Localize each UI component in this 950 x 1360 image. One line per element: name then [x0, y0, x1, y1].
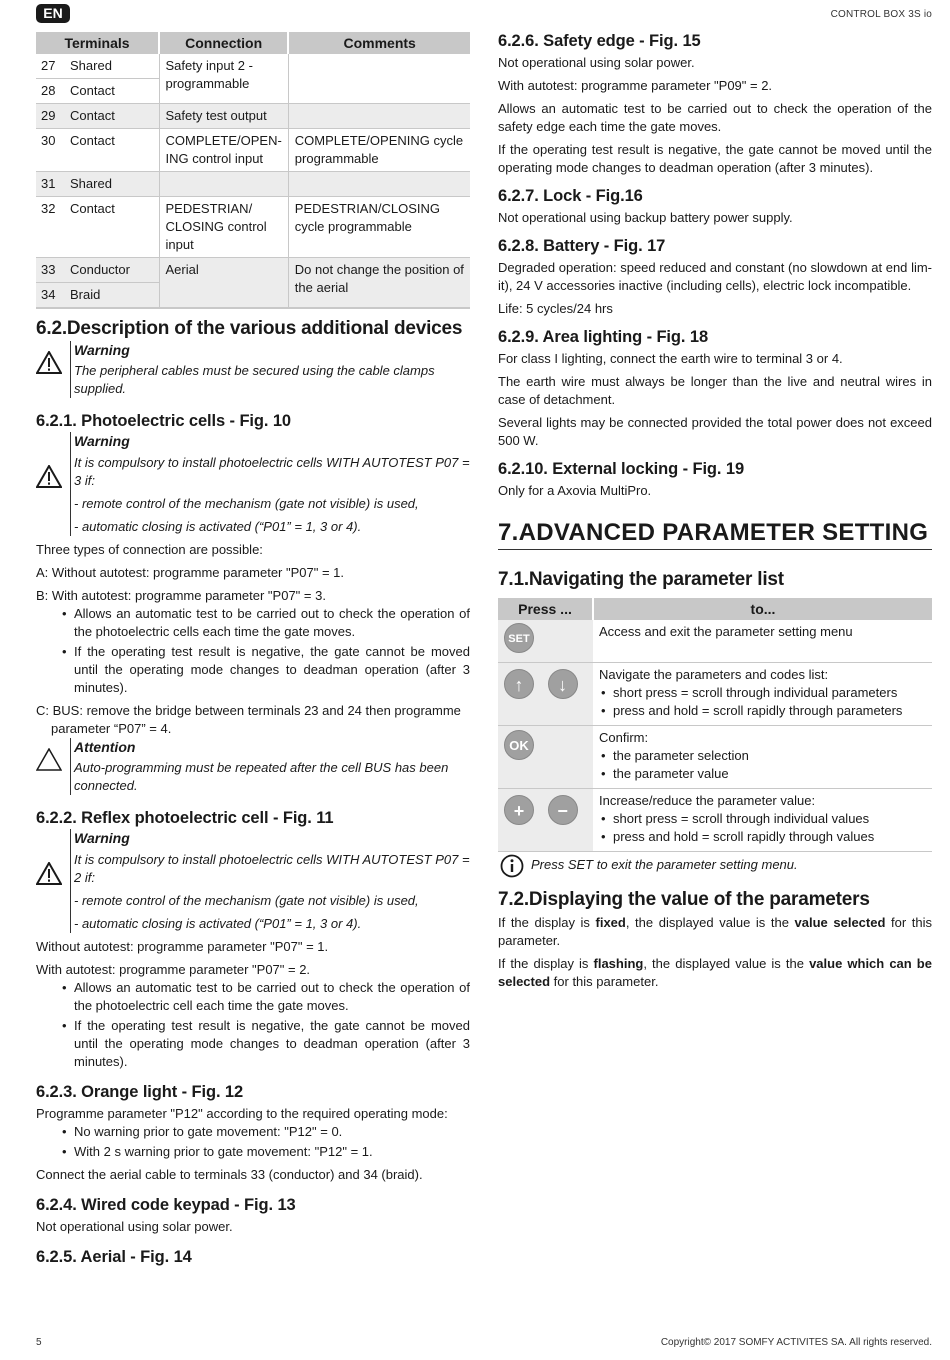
th-press: Press ... — [498, 598, 593, 620]
section-heading: 6.2.7. Lock - Fig.16 — [498, 187, 643, 205]
paragraph: If the operating test result is negative, the gate cannot be moved until the operating mode changes to deadman operation (after 3 minutes). — [498, 142, 932, 175]
terminal-comment — [288, 54, 470, 104]
terminal-number: 30 — [36, 129, 64, 172]
section-heading: 6.2.5. Aerial - Fig. 14 — [36, 1248, 192, 1266]
table-row — [36, 197, 470, 258]
info-text: Press SET to exit the parameter setting menu. — [531, 856, 798, 872]
terminal-number: 33 — [36, 258, 64, 283]
plus-icon: + — [504, 795, 534, 825]
warning-text: - remote control of the mechanism (gate not visible) is used, — [74, 893, 419, 908]
section-heading: 6.2.10. External locking - Fig. 19 — [498, 460, 745, 478]
arrow-up-icon: ↑ — [504, 669, 534, 699]
terminal-comment: Do not change the position of the aerial — [288, 258, 470, 309]
copyright: Copyright© 2017 SOMFY ACTIVITES SA. All rights reserved. — [660, 1337, 932, 1348]
terminal-number: 28 — [36, 79, 64, 104]
paragraph: If the display is flashing, the displayed value is the value which can be selected for this parameter. — [498, 955, 932, 989]
list-item: • No warning prior to gate movement: "P12" = 0. — [74, 1123, 470, 1141]
warning-triangle-icon — [36, 351, 62, 374]
terminals-table — [36, 32, 470, 309]
terminal-comment — [288, 104, 470, 129]
terminal-comment: COMPLETE/OPENING cycle programmable — [288, 129, 470, 172]
paragraph: Three types of connection are possible: — [36, 542, 263, 557]
warning-title: Warning — [74, 433, 130, 449]
document-title: CONTROL BOX 3S io — [830, 9, 932, 20]
chapter-heading: 7.ADVANCED PARAMETER SETTING — [498, 518, 932, 550]
warning-text: The peripheral cables must be secured using the cable clamps supplied. — [74, 363, 435, 396]
list-item: • Allows an automatic test to be carried out to check the operation of the photoelectric cells each time the gate moves. — [74, 605, 470, 641]
warning-box — [36, 829, 470, 933]
terminal-number: 27 — [41, 58, 56, 73]
terminal-name: Contact — [64, 104, 159, 129]
language-badge: EN — [36, 4, 70, 23]
right-column — [498, 30, 932, 991]
warning-text: - remote control of the mechanism (gate not visible) is used, — [74, 496, 419, 511]
table-row — [498, 620, 932, 662]
terminal-number: 29 — [36, 104, 64, 129]
list-item: • the parameter value — [613, 765, 926, 783]
list-item: • If the operating test result is negative, the gate cannot be moved until the operating mode changes to deadman operation (after 3 minutes). — [74, 1017, 470, 1071]
arrow-down-icon: ↓ — [548, 669, 578, 699]
section-heading: 6.2.2. Reflex photoelectric cell - Fig. 11 — [36, 809, 334, 827]
section-heading: 6.2.9. Area lighting - Fig. 18 — [498, 328, 709, 346]
terminal-comment: PEDESTRIAN/CLOSING cycle programmable — [288, 197, 470, 258]
terminal-name: Shared — [70, 58, 112, 73]
table-row — [36, 54, 470, 79]
table-row — [498, 725, 932, 788]
list-item: • Allows an automatic test to be carried out to check the operation of the photoelectric cell each time the gate moves. — [74, 979, 470, 1015]
button-functions-table — [498, 598, 932, 852]
list-item: • press and hold = scroll rapidly through parameters — [613, 702, 926, 720]
terminal-name: Shared — [64, 172, 159, 197]
table-row — [498, 788, 932, 851]
table-row — [36, 104, 470, 129]
paragraph: Life: 5 cycles/24 hrs — [498, 301, 613, 316]
paragraph: If the display is fixed, the displayed value is the value selected for this parameter. — [498, 914, 933, 948]
paragraph: Several lights may be connected provided the total power does not exceed 500 W. — [498, 415, 932, 448]
warning-triangle-icon — [36, 465, 62, 488]
terminal-name: Contact — [64, 197, 159, 258]
terminal-connection: PEDESTRIAN/ CLOSING control input — [159, 197, 288, 258]
terminal-number: 32 — [36, 197, 64, 258]
attention-text: Auto-programming must be repeated after the cell BUS has been connected. — [74, 760, 449, 793]
paragraph: Only for a Axovia MultiPro. — [498, 483, 652, 498]
left-column — [36, 32, 470, 1268]
paragraph: Degraded operation: speed reduced and constant (no slowdown at end lim-it), 24 V accessories inactive (including cells), electric lock incompatible. — [498, 260, 932, 293]
list-item: • If the operating test result is negative, the gate cannot be moved until the operating mode changes to deadman operation (after 3 minutes). — [74, 643, 470, 697]
terminal-comment — [288, 172, 470, 197]
page-number: 5 — [36, 1337, 42, 1348]
paragraph: Connect the aerial cable to terminals 33 (conductor) and 34 (braid). — [36, 1167, 423, 1182]
paragraph: For class I lighting, connect the earth wire to terminal 3 or 4. — [498, 351, 843, 366]
table-row — [36, 129, 470, 172]
warning-title: Warning — [74, 342, 130, 358]
terminal-number: 31 — [36, 172, 64, 197]
paragraph: The earth wire must always be longer than the live and neutral wires in case of detachment. — [498, 374, 932, 407]
terminal-name: Conductor — [64, 258, 159, 283]
section-heading: 6.2.8. Battery - Fig. 17 — [498, 237, 666, 255]
list-item: • press and hold = scroll rapidly through values — [613, 828, 926, 846]
paragraph: Allows an automatic test to be carried out to check the operation of the safety edge each time the gate moves. — [498, 101, 932, 134]
bullet-list — [36, 605, 470, 697]
paragraph: Not operational using solar power. — [36, 1219, 233, 1234]
table-cell: Access and exit the parameter setting menu — [599, 624, 853, 639]
info-icon — [500, 854, 524, 878]
bullet-list — [36, 1123, 470, 1161]
paragraph: With autotest: programme parameter "P07" = 2. — [36, 962, 311, 977]
list-item: • short press = scroll through individual parameters — [613, 684, 926, 702]
terminal-connection: Aerial — [159, 258, 288, 309]
warning-title: Warning — [74, 830, 130, 846]
section-heading: 7.2.Displaying the value of the parameters — [498, 888, 870, 910]
list-item: • With 2 s warning prior to gate movement: "P12" = 1. — [74, 1143, 470, 1161]
paragraph: Not operational using solar power. — [498, 55, 695, 70]
paragraph: C: BUS: remove the bridge between terminals 23 and 24 then programme parameter “P07” = 4. — [36, 703, 461, 736]
section-heading: 7.1.Navigating the parameter list — [498, 569, 784, 590]
list-item: • the parameter selection — [613, 747, 926, 765]
th-comments: Comments — [288, 32, 470, 54]
warning-text: - automatic closing is activated (“P01” = 1, 3 or 4). — [74, 519, 362, 534]
table-cell: Increase/reduce the parameter value: — [599, 792, 816, 808]
warning-triangle-icon — [36, 862, 62, 885]
warning-text: - automatic closing is activated (“P01” = 1, 3 or 4). — [74, 916, 362, 931]
paragraph: With autotest: programme parameter "P09" = 2. — [498, 78, 773, 93]
table-cell: Navigate the parameters and codes list: — [599, 666, 829, 682]
paragraph: Not operational using backup battery power supply. — [498, 210, 793, 225]
terminal-name: Braid — [64, 283, 159, 309]
attention-box — [36, 738, 470, 795]
terminal-name: Contact — [64, 79, 159, 104]
terminal-name: Contact — [64, 129, 159, 172]
ok-button-icon: OK — [504, 730, 534, 760]
attention-triangle-icon — [36, 748, 62, 771]
bullet-list — [599, 747, 926, 783]
table-row — [36, 172, 470, 197]
set-button-icon: SET — [504, 623, 534, 653]
table-row — [498, 662, 932, 725]
paragraph: Programme parameter "P12" according to the required operating mode: — [36, 1106, 448, 1121]
warning-text: It is compulsory to install photoelectric cells WITH AUTOTEST P07 = 3 if: — [74, 455, 470, 488]
paragraph: B: With autotest: programme parameter "P07" = 3. — [36, 588, 326, 603]
table-row — [36, 258, 470, 283]
bullet-list — [36, 979, 470, 1071]
terminal-connection: COMPLETE/OPEN-ING control input — [159, 129, 288, 172]
table-cell: Confirm: — [599, 729, 649, 745]
bullet-list — [599, 684, 926, 720]
terminal-connection — [159, 172, 288, 197]
th-to: to... — [593, 598, 932, 620]
info-note — [498, 856, 932, 874]
warning-box — [36, 341, 470, 398]
section-heading: 6.2.Description of the various additional devices — [36, 318, 463, 339]
terminal-connection: Safety test output — [159, 104, 288, 129]
attention-title: Attention — [74, 739, 136, 755]
paragraph: A: Without autotest: programme parameter "P07" = 1. — [36, 565, 345, 580]
warning-box — [36, 432, 470, 536]
terminal-number: 34 — [36, 283, 64, 309]
bullet-list — [599, 810, 926, 846]
warning-text: It is compulsory to install photoelectric cells WITH AUTOTEST P07 = 2 if: — [74, 852, 470, 885]
minus-icon: − — [548, 795, 578, 825]
section-heading: 6.2.6. Safety edge - Fig. 15 — [498, 32, 701, 50]
section-heading: 6.2.3. Orange light - Fig. 12 — [36, 1083, 244, 1101]
list-item: • short press = scroll through individual values — [613, 810, 926, 828]
th-terminals: Terminals — [36, 32, 159, 54]
section-heading: 6.2.4. Wired code keypad - Fig. 13 — [36, 1196, 296, 1214]
section-heading: 6.2.1. Photoelectric cells - Fig. 10 — [36, 412, 292, 430]
th-connection: Connection — [159, 32, 288, 54]
terminal-connection: Safety input 2 - programmable — [159, 54, 288, 104]
paragraph: Without autotest: programme parameter "P07" = 1. — [36, 939, 329, 954]
